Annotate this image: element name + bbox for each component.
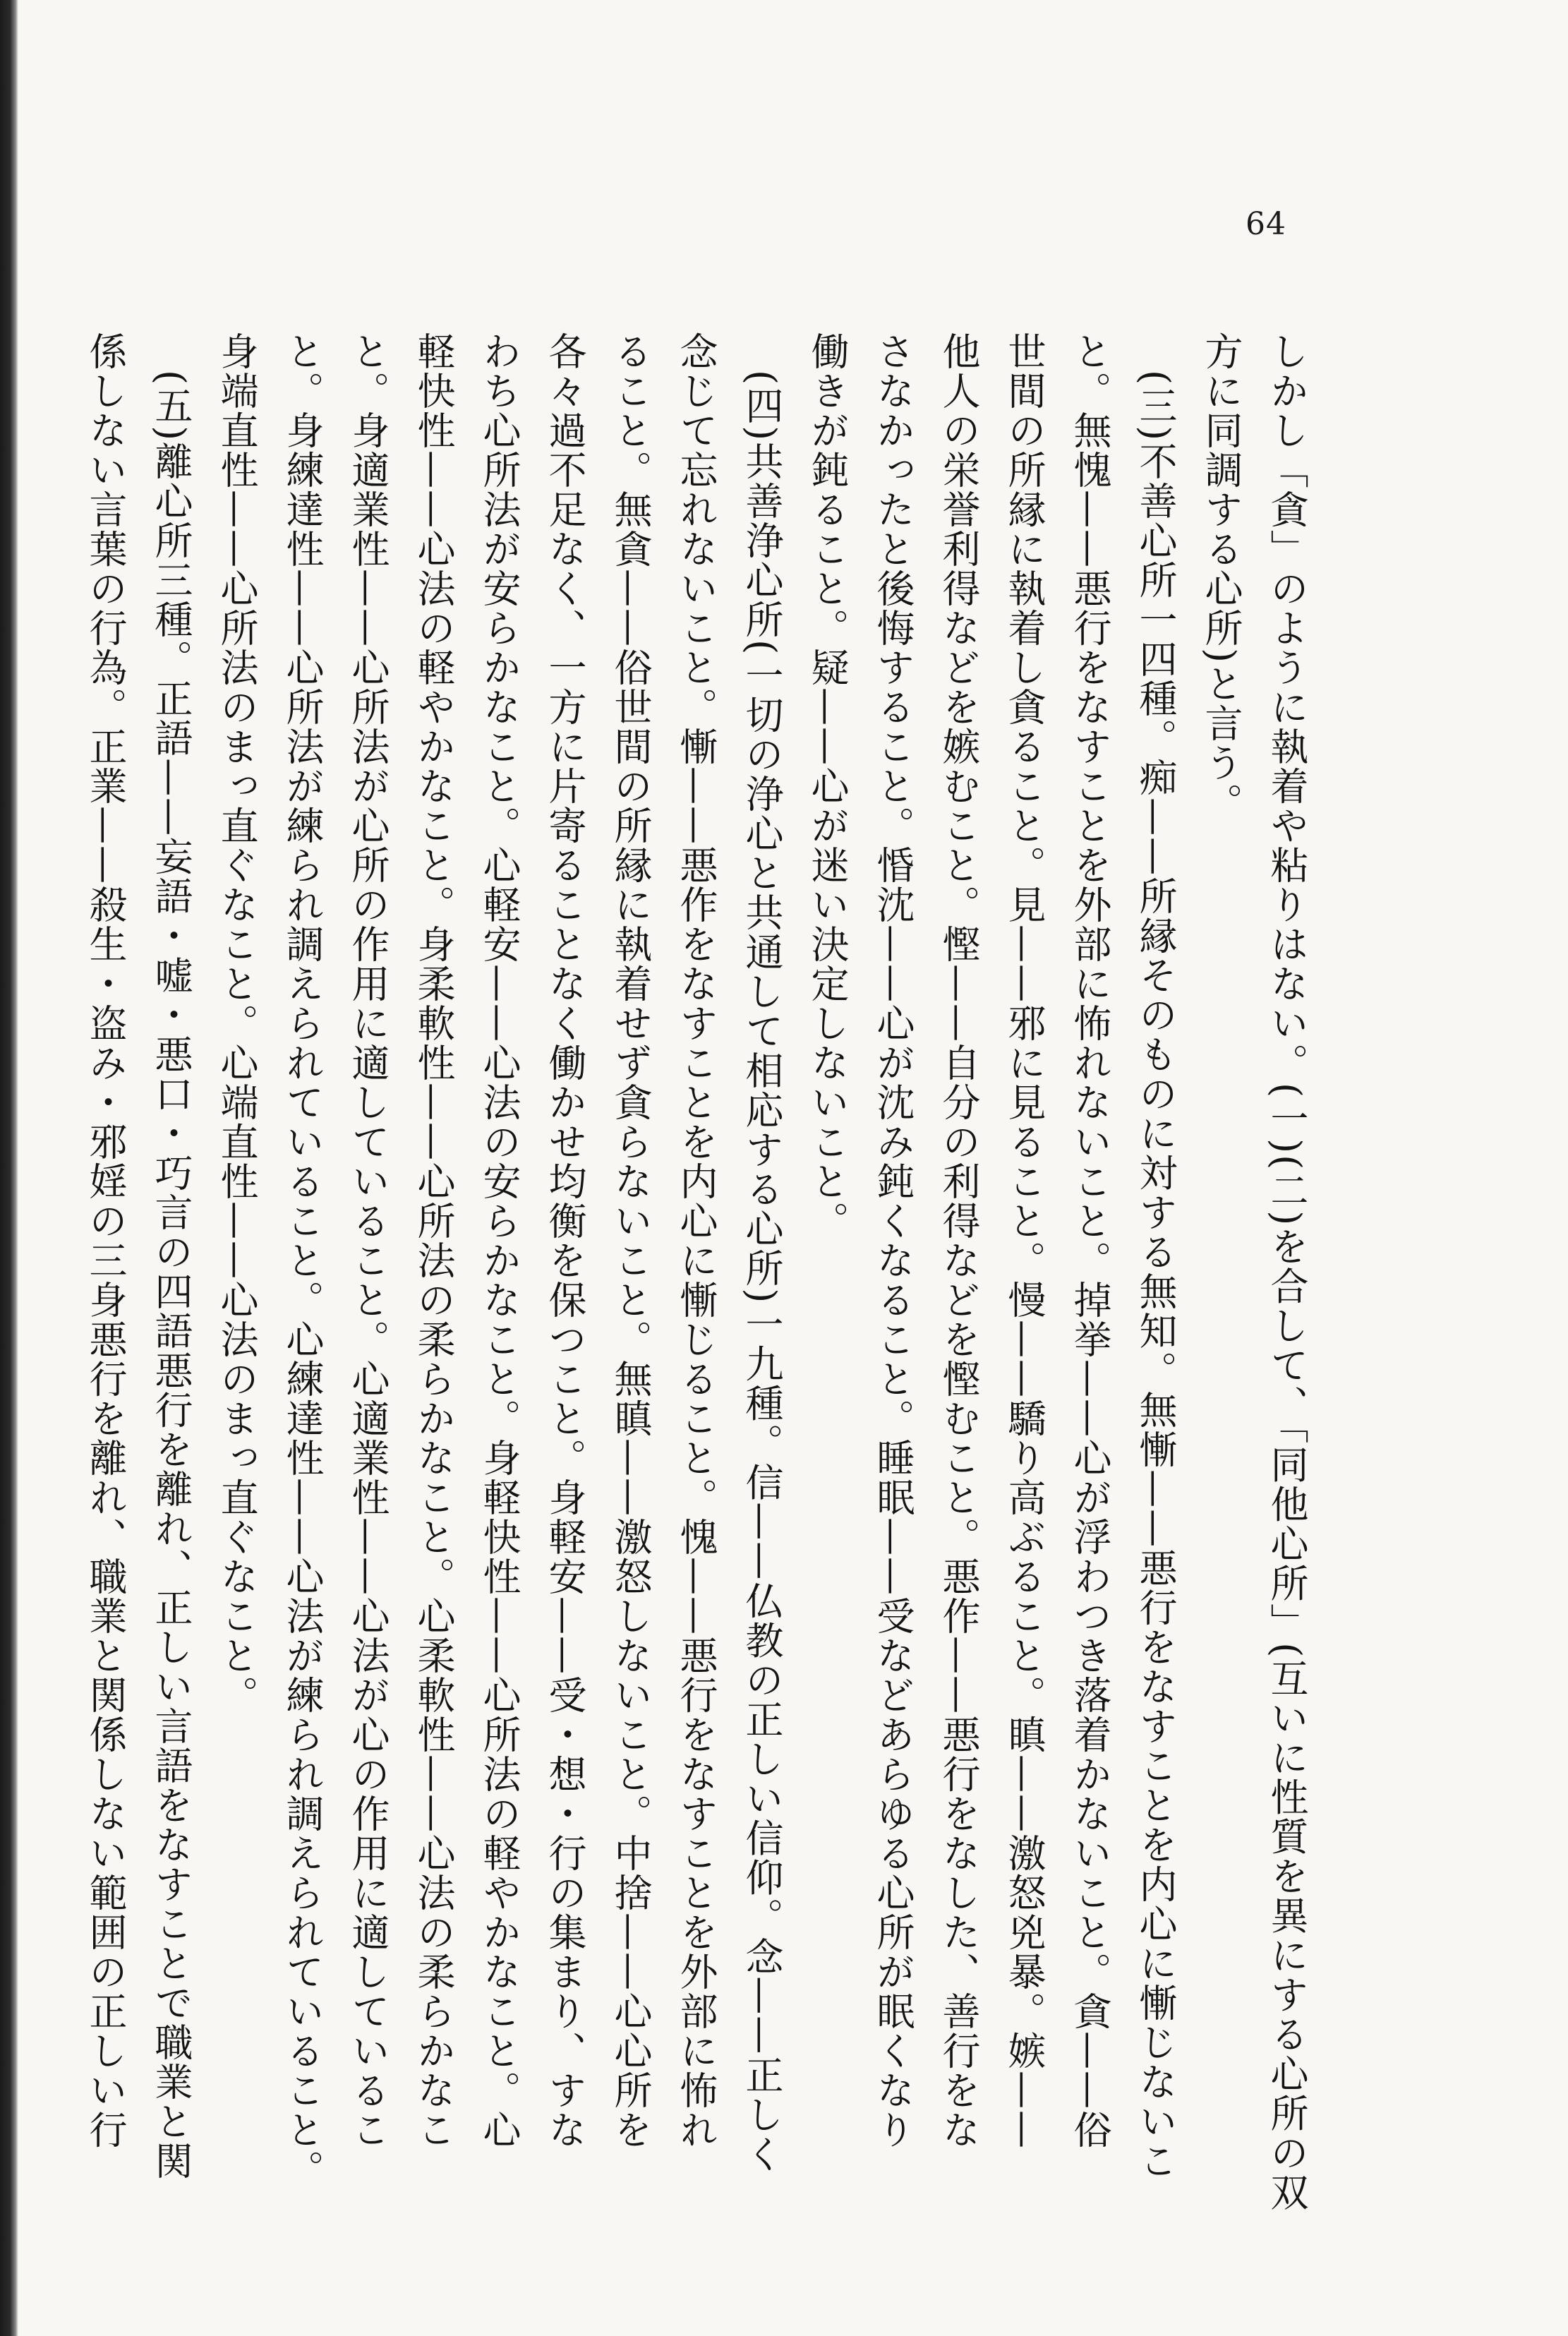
page-number: 64 bbox=[1246, 206, 1286, 242]
vertical-text-block bbox=[83, 332, 1320, 2212]
text-line: さなかったと後悔すること。惛沈——心が沈み鈍くなること。睡眠——受などあらゆる心所が眠くなり bbox=[871, 332, 915, 2150]
text-line: しかし「貪」のように執着や粘りはない。(一)(二)を合して、「同他心所」(互いに性質を異にする心所の双 bbox=[1265, 332, 1309, 2212]
paragraph-start-line: (四)共善浄心所(一切の浄心と共通して相応する心所)一九種。信——仏教の正しい信仰。念——正しく bbox=[740, 370, 784, 2174]
paragraph-start-line: (五)離心所三種。正語——妄語・嘘・悪口・巧言の四語悪行を離れ、正しい言語をなすことで職業と関 bbox=[149, 370, 193, 2181]
text-line: 方に同調する心所)と言う。 bbox=[1199, 332, 1243, 823]
text-line: 軽快性——心法の軽やかなこと。身柔軟性——心所法の柔らかなこと。心柔軟性——心法の柔らかなこ bbox=[411, 332, 456, 2150]
text-line: と。身練達性——心所法が練られ調えられていること。心練達性——心法が練られ調えられていること。 bbox=[280, 332, 325, 2189]
text-line: と。無愧——悪行をなすことを外部に怖れないこと。掉挙——心が浮わつき落着かないこと。貪——俗 bbox=[1068, 332, 1112, 2150]
text-line: ること。無貪——俗世間の所縁に執着せず貪らないこと。無瞋——激怒しないこと。中捨——心心所を bbox=[608, 332, 653, 2150]
text-line: 他人の栄誉利得などを嫉むこと。慳——自分の利得などを慳むこと。悪作——悪行をなした、善行をな bbox=[936, 332, 981, 2150]
paragraph-start-line: (三)不善心所一四種。痴——所縁そのものに対する無知。無慚——悪行をなすことを内心に慚じないこ bbox=[1133, 370, 1178, 2181]
text-line: 係しない言葉の行為。正業——殺生・盗み・邪婬の三身悪行を離れ、職業と関係しない範囲の正しい行 bbox=[83, 332, 128, 2150]
text-line: 身端直性——心所法のまっ直ぐなこと。心端直性——心法のまっ直ぐなこと。 bbox=[215, 332, 259, 1715]
text-line: 各々過不足なく、一方に片寄ることなく働かせ均衡を保つこと。身軽安——受・想・行の集まり、すな bbox=[543, 332, 587, 2150]
binding-edge bbox=[0, 0, 18, 2336]
text-line: 世間の所縁に執着し貪ること。見——邪に見ること。慢——驕り高ぶること。瞋——激怒兇暴。嫉—— bbox=[1002, 332, 1047, 2150]
text-line: 働きが鈍ること。疑——心が迷い決定しないこと。 bbox=[805, 332, 850, 1241]
text-line: 念じて忘れないこと。慚——悪作をなすことを内心に慚じること。愧——悪行をなすことを外部に怖れ bbox=[674, 332, 718, 2150]
text-line: わち心所法が安らかなこと。心軽安——心法の安らかなこと。身軽快性——心所法の軽やかなこと。心 bbox=[477, 332, 521, 2150]
text-line: と。身適業性——心所法が心所の作用に適していること。心適業性——心法が心の作用に適しているこ bbox=[346, 332, 390, 2150]
